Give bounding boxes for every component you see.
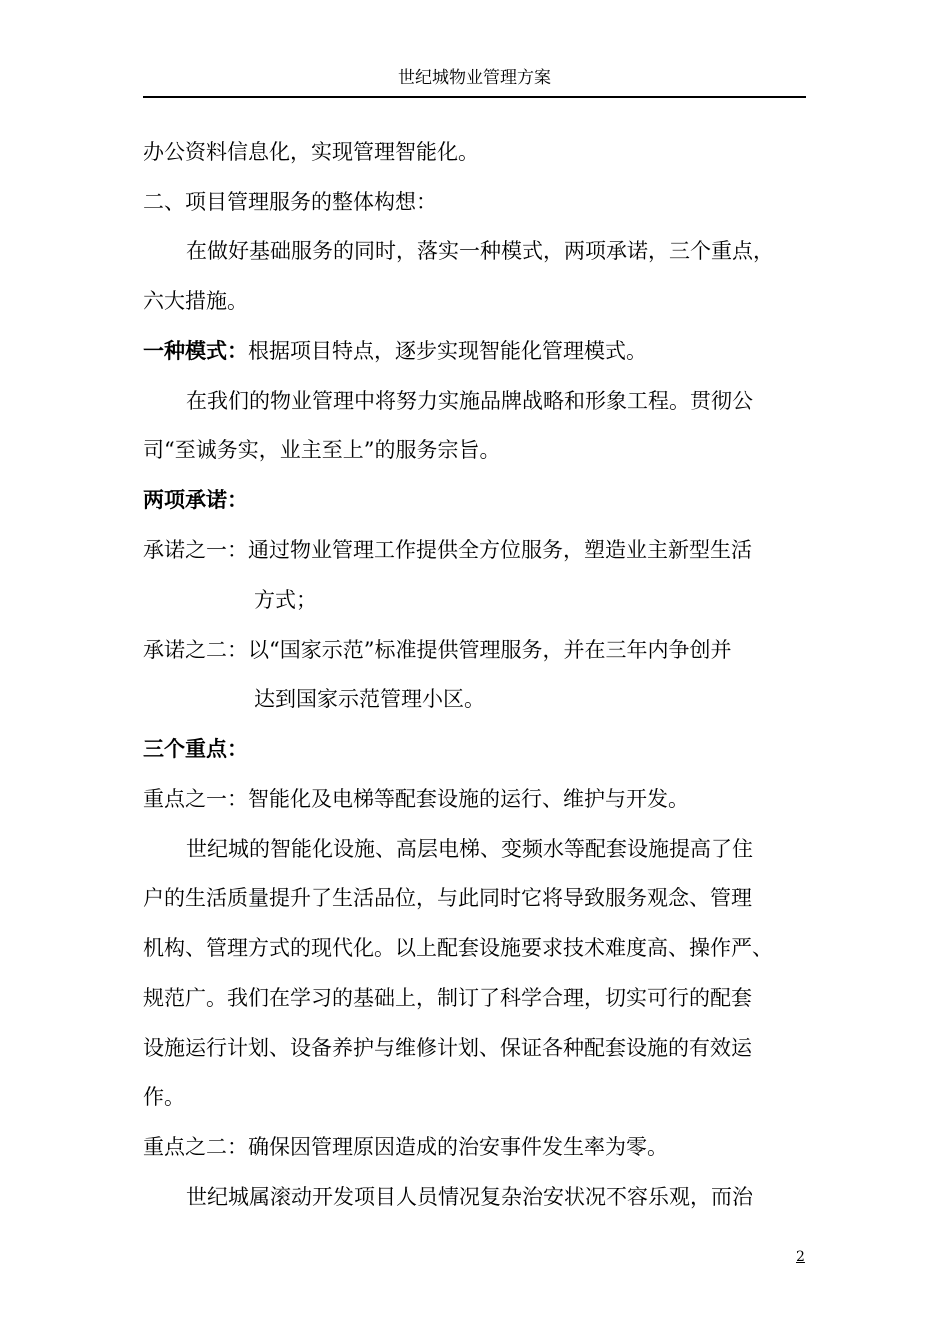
body-line: 六大措施。 bbox=[143, 289, 248, 313]
body-line: 作。 bbox=[143, 1085, 185, 1109]
section-heading: 二、项目管理服务的整体构想： bbox=[143, 190, 437, 214]
body-line: 规范广。我们在学习的基础上，制订了科学合理，切实可行的配套 bbox=[143, 986, 752, 1010]
body-line: 在做好基础服务的同时，落实一种模式，两项承诺，三个重点， bbox=[186, 239, 774, 263]
body-line: 世纪城属滚动开发项目人员情况复杂治安状况不容乐观，而治 bbox=[186, 1185, 753, 1209]
commitment-item: 承诺之二：以“国家示范”标准提供管理服务，并在三年内争创并 bbox=[143, 638, 732, 662]
body-line: 设施运行计划、设备养护与维修计划、保证各种配套设施的有效运 bbox=[143, 1036, 752, 1060]
body-line: 办公资料信息化，实现管理智能化。 bbox=[143, 140, 479, 164]
commitment-item-continued: 方式； bbox=[254, 588, 317, 612]
mode-line bbox=[143, 336, 823, 366]
body-line: 世纪城的智能化设施、高层电梯、变频水等配套设施提高了住 bbox=[186, 837, 753, 861]
page-number: 2 bbox=[796, 1249, 805, 1265]
page-header-title: 世纪城物业管理方案 bbox=[398, 68, 551, 88]
body-line: 司“至诚务实，业主至上”的服务宗旨。 bbox=[143, 438, 501, 462]
header-rule bbox=[143, 96, 806, 98]
key-point-item: 重点之一：智能化及电梯等配套设施的运行、维护与开发。 bbox=[143, 787, 689, 811]
body-line: 户的生活质量提升了生活品位，与此同时它将导致服务观念、管理 bbox=[143, 886, 752, 910]
body-line: 机构、管理方式的现代化。以上配套设施要求技术难度高、操作严、 bbox=[143, 936, 773, 960]
key-point-item: 重点之二：确保因管理原因造成的治安事件发生率为零。 bbox=[143, 1135, 668, 1159]
commitments-heading: 两项承诺： bbox=[143, 487, 248, 512]
commitment-item-continued: 达到国家示范管理小区。 bbox=[254, 687, 485, 711]
commitment-item: 承诺之一：通过物业管理工作提供全方位服务，塑造业主新型生活 bbox=[143, 538, 752, 562]
mode-text: 根据项目特点，逐步实现智能化管理模式。 bbox=[248, 339, 647, 363]
body-line: 在我们的物业管理中将努力实施品牌战略和形象工程。贯彻公 bbox=[186, 389, 753, 413]
mode-label: 一种模式： bbox=[143, 338, 248, 363]
key-points-heading: 三个重点： bbox=[143, 736, 248, 761]
